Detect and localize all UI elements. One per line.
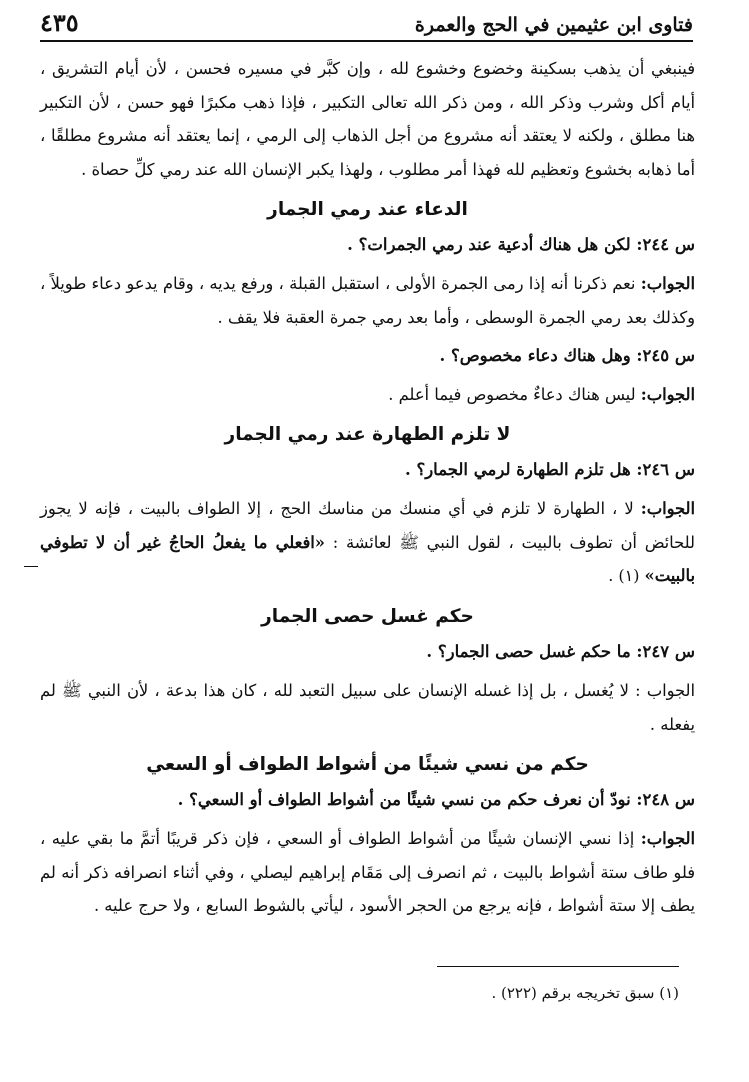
- answer-text: ليس هناك دعاءٌ مخصوص فيما أعلم .: [388, 384, 641, 404]
- page-number: ٤٣٥: [40, 8, 79, 37]
- answer-text: لا ، الطهارة لا تلزم في أي منسك من مناسك الحج ، إلا الطواف بالبيت ، فإنه لا يجوز للحائض أن تطوف بالبيت ، لقول النبي ﷺ لعائشة :: [40, 499, 695, 552]
- footnote-separator: [437, 966, 679, 967]
- hadith-quote: «افعلي ما يفعلُ الحاجُ غير أن لا تطوفي بالبيت»: [40, 532, 695, 586]
- answer-text: إذا نسي الإنسان شيئًا من أشواط الطواف أو السعي ، فإن ذكر قريبًا أتمَّ ما بقي عليه ، فلو طاف ستة أشواط بالبيت ، ثم انصرف إلى مَقَام إبراهيم ليصلي ، وفي أثناء انصرافه ذكر أنه لم يطف إلا ستة أشواط ، فإنه يرجع من الحجر الأسود ، ليأتي بالشوط السابع ، ولا حرج عليه .: [40, 829, 695, 916]
- intro-paragraph: فينبغي أن يذهب بسكينة وخضوع وخشوع لله ، وإن كبَّر في مسيره فحسن ، لأن أيام التشريق ، أيام أكل وشرب وذكر الله ، ومن ذكر الله تعالى التكبير ، فإذا ذهب مكبرًا فهو حسن ، لأن التكبير هنا مطلق ، ولكنه لا يعتقد أنه مشروع من أجل الذهاب إلى الرمي ، إنما يعتقد أنه مشروع مطلقًا ، أما ذهابه بخشوع وتعظيم لله فهذا أمر مطلوب ، ولهذا يكبر الإنسان الله عند رمي كلِّ حصاة .: [40, 59, 695, 179]
- answer-text: لا يُغسل ، بل إذا غسله الإنسان على سبيل التعبد لله ، كان هذا بدعة ، لأن النبي ﷺ لم يفعله .: [40, 680, 695, 734]
- answer-text: نعم ذكرنا أنه إذا رمى الجمرة الأولى ، استقبل القبلة ، ورفع يديه ، وقام يدعو دعاء طويلاً ، وكذلك بعد رمي الجمرة الوسطى ، وأما بعد رمي جمرة العقبة فلا يقف .: [40, 274, 695, 327]
- footnote-ref: (١) .: [608, 566, 645, 586]
- answer-paragraph: [40, 378, 695, 412]
- section-heading: حكم غسل حصى الجمار: [261, 605, 474, 627]
- section-heading: لا تلزم الطهارة عند رمي الجمار: [224, 424, 511, 446]
- answer-label: الجواب:: [640, 384, 695, 404]
- answer-label: الجواب:: [640, 499, 695, 519]
- answer-paragraph: [40, 674, 695, 741]
- question: س ٢٤٦: هل تلزم الطهارة لرمي الجمار؟ .: [404, 460, 695, 480]
- question: س ٢٤٤: لكن هل هناك أدعية عند رمي الجمرات؟ .: [347, 235, 695, 255]
- question: س ٢٤٨: نودّ أن نعرف حكم من نسي شيئًا من أشواط الطواف أو السعي؟ .: [177, 790, 695, 810]
- page-body: [40, 52, 695, 923]
- answer-paragraph: [40, 492, 695, 593]
- book-title: فتاوى ابن عثيمين في الحج والعمرة: [414, 14, 693, 36]
- answer-label: الجواب :: [635, 680, 696, 700]
- question: س ٢٤٥: وهل هناك دعاء مخصوص؟ .: [439, 345, 695, 365]
- question: س ٢٤٧: ما حكم غسل حصى الجمار؟ .: [426, 641, 695, 661]
- answer-paragraph: [40, 267, 695, 334]
- answer-label: الجواب:: [640, 274, 695, 294]
- section-heading: الدعاء عند رمي الجمار: [267, 199, 468, 221]
- section-heading: حكم من نسي شيئًا من أشواط الطواف أو السعي: [146, 754, 589, 776]
- answer-paragraph: [40, 822, 695, 923]
- margin-mark: [24, 566, 38, 567]
- footnote: (١) سبق تخريجه برقم (٢٢٢) .: [491, 984, 679, 1002]
- running-header: [40, 8, 693, 42]
- answer-label: الجواب:: [640, 829, 695, 849]
